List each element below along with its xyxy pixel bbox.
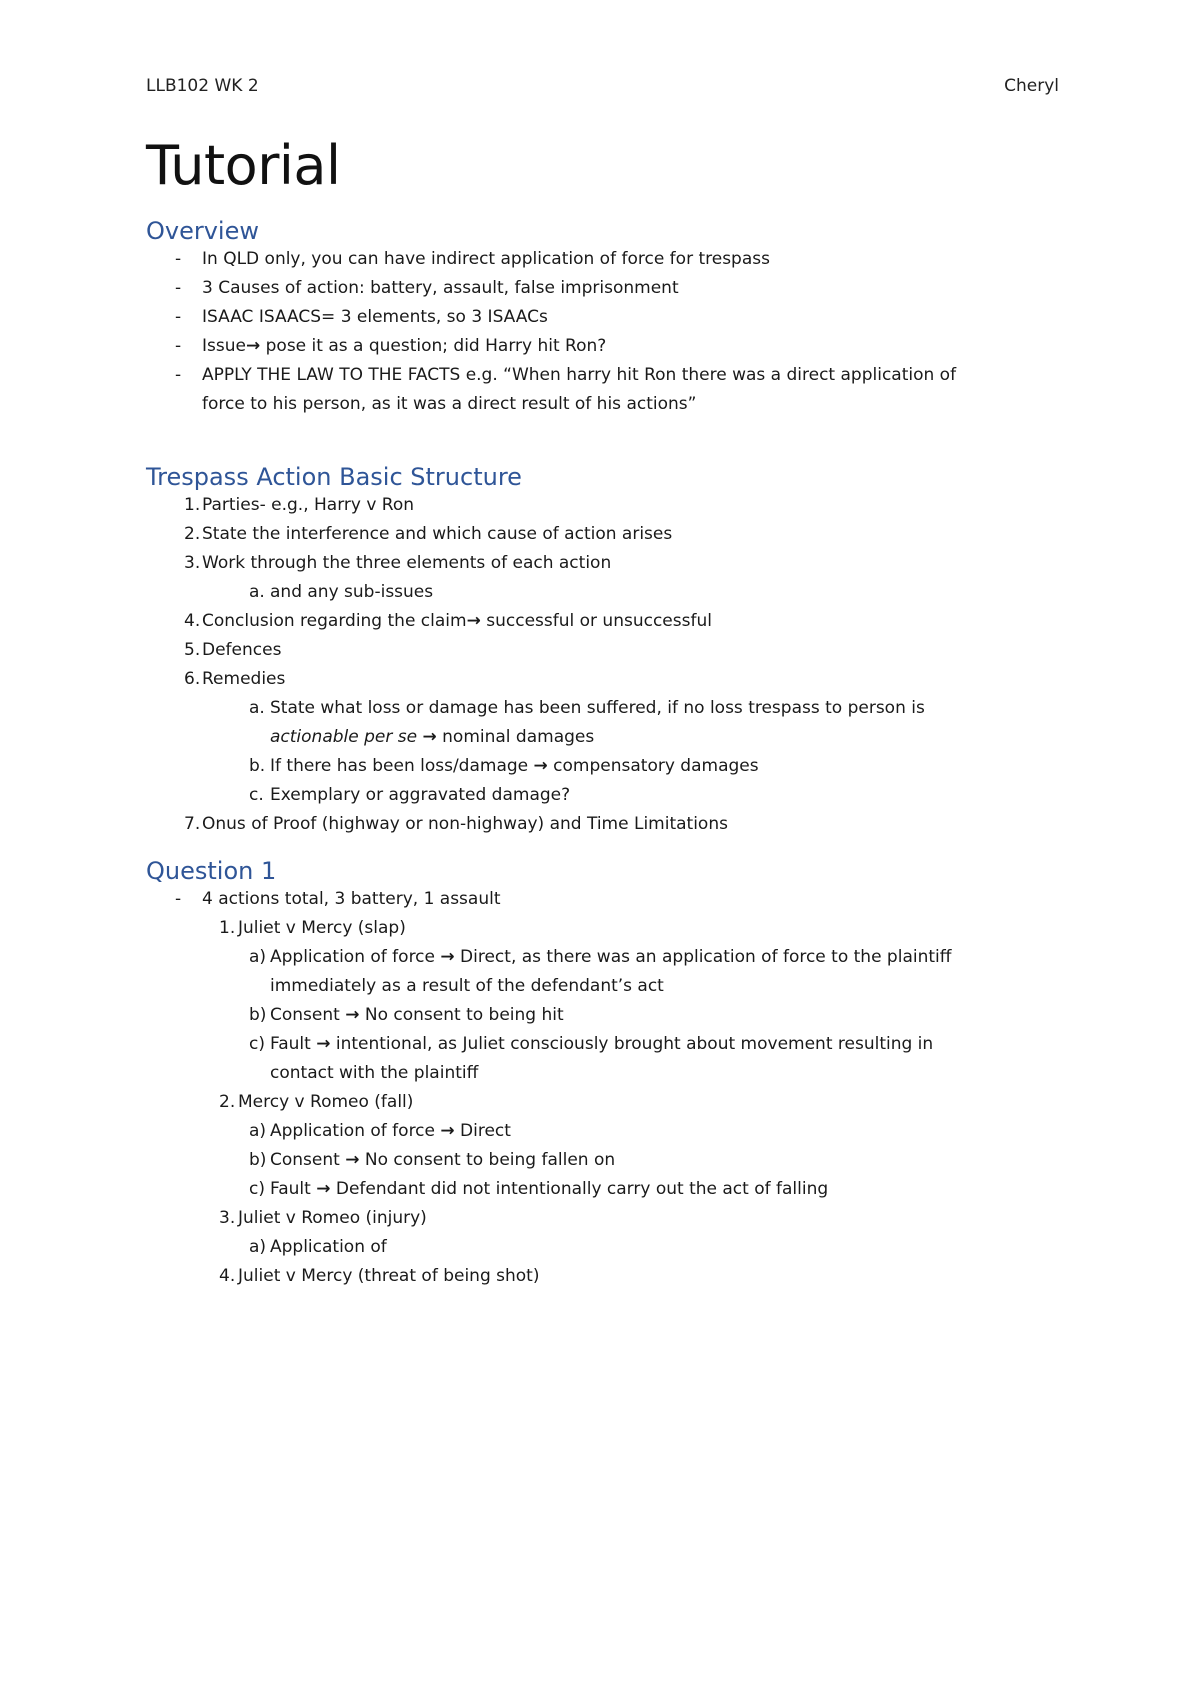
item-letter: c. bbox=[249, 785, 264, 805]
right-arrow-icon: → bbox=[440, 1121, 455, 1141]
right-arrow-icon: → bbox=[345, 1005, 360, 1025]
list-item-text: Exemplary or aggravated damage? bbox=[270, 785, 571, 805]
right-arrow-icon: → bbox=[345, 1150, 360, 1170]
item-letter: a) bbox=[249, 1237, 267, 1257]
list-item bbox=[146, 491, 1059, 520]
item-number: 5. bbox=[184, 640, 201, 660]
list-item-text: State what loss or damage has been suffered, if no loss trespass to person is bbox=[270, 698, 925, 718]
trespass-heading: Trespass Action Basic Structure bbox=[146, 463, 522, 491]
list-item-text: Juliet v Mercy (threat of being shot) bbox=[238, 1266, 540, 1286]
list-item-text: 4 actions total, 3 battery, 1 assault bbox=[202, 889, 501, 909]
list-item bbox=[146, 810, 1059, 839]
right-arrow-icon: → bbox=[533, 756, 548, 776]
bullet-dash: - bbox=[175, 278, 182, 298]
list-item-text: and any sub-issues bbox=[270, 582, 434, 602]
right-arrow-icon: → bbox=[316, 1179, 331, 1199]
list-subitem bbox=[146, 1001, 1059, 1030]
right-arrow-icon: → bbox=[245, 336, 261, 356]
list-item-text: Onus of Proof (highway or non-highway) and Time Limitations bbox=[202, 814, 728, 834]
item-number: 3. bbox=[219, 1208, 236, 1228]
item-number: 1. bbox=[219, 918, 236, 938]
list-item bbox=[146, 1088, 1059, 1117]
list-subitem-continuation bbox=[146, 1059, 1059, 1088]
list-item-text: Application of force → Direct, as there was an application of force to the plaintiff bbox=[270, 947, 952, 967]
item-letter: c) bbox=[249, 1034, 265, 1054]
list-item bbox=[146, 636, 1059, 665]
header-author: Cheryl bbox=[1004, 76, 1059, 96]
list-item-text: Conclusion regarding the claim→ successful or unsuccessful bbox=[202, 611, 712, 631]
item-letter: b) bbox=[249, 1150, 267, 1170]
list-item bbox=[146, 549, 1059, 578]
question-1-heading: Question 1 bbox=[146, 857, 277, 885]
list-item-text: If there has been loss/damage → compensatory damages bbox=[270, 756, 759, 776]
list-subitem bbox=[146, 1030, 1059, 1059]
list-item-text: Issue→ pose it as a question; did Harry hit Ron? bbox=[202, 336, 607, 356]
list-item-text: Remedies bbox=[202, 669, 286, 689]
list-item-text: APPLY THE LAW TO THE FACTS e.g. “When harry hit Ron there was a direct application of bbox=[202, 365, 957, 385]
page-header bbox=[146, 70, 1059, 98]
document-title: Tutorial bbox=[146, 134, 341, 197]
bullet-dash: - bbox=[175, 307, 182, 327]
list-item-text: Fault → Defendant did not intentionally carry out the act of falling bbox=[270, 1179, 829, 1199]
list-item-text: actionable per se → nominal damages bbox=[270, 727, 595, 747]
item-number: 1. bbox=[184, 495, 201, 515]
list-subitem bbox=[146, 1233, 1059, 1262]
item-number: 7. bbox=[184, 814, 201, 834]
list-item-text: Application of bbox=[270, 1237, 387, 1257]
item-letter: a) bbox=[249, 1121, 267, 1141]
right-arrow-icon: → bbox=[422, 727, 437, 747]
item-number: 4. bbox=[219, 1266, 236, 1286]
list-item bbox=[146, 665, 1059, 694]
item-letter: b. bbox=[249, 756, 266, 776]
list-item bbox=[146, 520, 1059, 549]
list-subitem bbox=[146, 694, 1059, 723]
bullet-dash: - bbox=[175, 249, 182, 269]
list-subitem bbox=[146, 752, 1059, 781]
list-subitem bbox=[146, 781, 1059, 810]
list-item bbox=[146, 607, 1059, 636]
list-subitem bbox=[146, 943, 1059, 972]
trespass-list bbox=[146, 491, 1059, 839]
item-number: 2. bbox=[184, 524, 201, 544]
list-subitem bbox=[146, 1175, 1059, 1204]
overview-heading: Overview bbox=[146, 217, 259, 245]
list-item bbox=[146, 885, 1059, 914]
list-item-text: Consent → No consent to being hit bbox=[270, 1005, 564, 1025]
list-subitem-continuation bbox=[146, 723, 1059, 752]
list-item-text: Parties- e.g., Harry v Ron bbox=[202, 495, 415, 515]
list-subitem-continuation bbox=[146, 972, 1059, 1001]
list-item bbox=[146, 361, 1059, 390]
list-item bbox=[146, 245, 1059, 274]
list-item bbox=[146, 303, 1059, 332]
list-item-text: Application of force → Direct bbox=[270, 1121, 511, 1141]
header-course-code: LLB102 WK 2 bbox=[146, 76, 259, 96]
list-item-text: Fault → intentional, as Juliet consciously brought about movement resulting in bbox=[270, 1034, 934, 1054]
list-subitem bbox=[146, 1146, 1059, 1175]
list-subitem bbox=[146, 578, 1059, 607]
right-arrow-icon: → bbox=[440, 947, 455, 967]
list-item-text: Juliet v Romeo (injury) bbox=[238, 1208, 427, 1228]
list-item-text: immediately as a result of the defendant’s act bbox=[270, 976, 664, 996]
list-item bbox=[146, 1262, 1059, 1291]
document-page bbox=[146, 70, 1059, 1291]
list-item-text: State the interference and which cause of action arises bbox=[202, 524, 673, 544]
list-item-text: Defences bbox=[202, 640, 282, 660]
list-item-text: Mercy v Romeo (fall) bbox=[238, 1092, 414, 1112]
overview-list bbox=[146, 245, 1059, 419]
item-number: 6. bbox=[184, 669, 201, 689]
item-letter: c) bbox=[249, 1179, 265, 1199]
list-subitem bbox=[146, 1117, 1059, 1146]
list-item-text: Consent → No consent to being fallen on bbox=[270, 1150, 616, 1170]
list-item bbox=[146, 914, 1059, 943]
list-item-text: ISAAC ISAACS= 3 elements, so 3 ISAACs bbox=[202, 307, 548, 327]
bullet-dash: - bbox=[175, 365, 182, 385]
bullet-dash: - bbox=[175, 336, 182, 356]
list-item-text: In QLD only, you can have indirect application of force for trespass bbox=[202, 249, 770, 269]
item-letter: a. bbox=[249, 582, 265, 602]
item-number: 2. bbox=[219, 1092, 236, 1112]
item-letter: a) bbox=[249, 947, 267, 967]
question-1-list bbox=[146, 885, 1059, 1291]
item-letter: b) bbox=[249, 1005, 267, 1025]
list-item bbox=[146, 1204, 1059, 1233]
list-item-text: contact with the plaintiff bbox=[270, 1063, 479, 1083]
list-item-text: force to his person, as it was a direct result of his actions” bbox=[202, 394, 697, 414]
list-item-continuation bbox=[146, 390, 1059, 419]
list-item-text: Juliet v Mercy (slap) bbox=[238, 918, 406, 938]
list-item-text: 3 Causes of action: battery, assault, false imprisonment bbox=[202, 278, 679, 298]
list-item-text: Work through the three elements of each action bbox=[202, 553, 612, 573]
item-number: 4. bbox=[184, 611, 201, 631]
right-arrow-icon: → bbox=[466, 611, 481, 631]
list-item bbox=[146, 274, 1059, 303]
item-letter: a. bbox=[249, 698, 265, 718]
bullet-dash: - bbox=[175, 889, 182, 909]
list-item bbox=[146, 332, 1059, 361]
right-arrow-icon: → bbox=[316, 1034, 331, 1054]
item-number: 3. bbox=[184, 553, 201, 573]
